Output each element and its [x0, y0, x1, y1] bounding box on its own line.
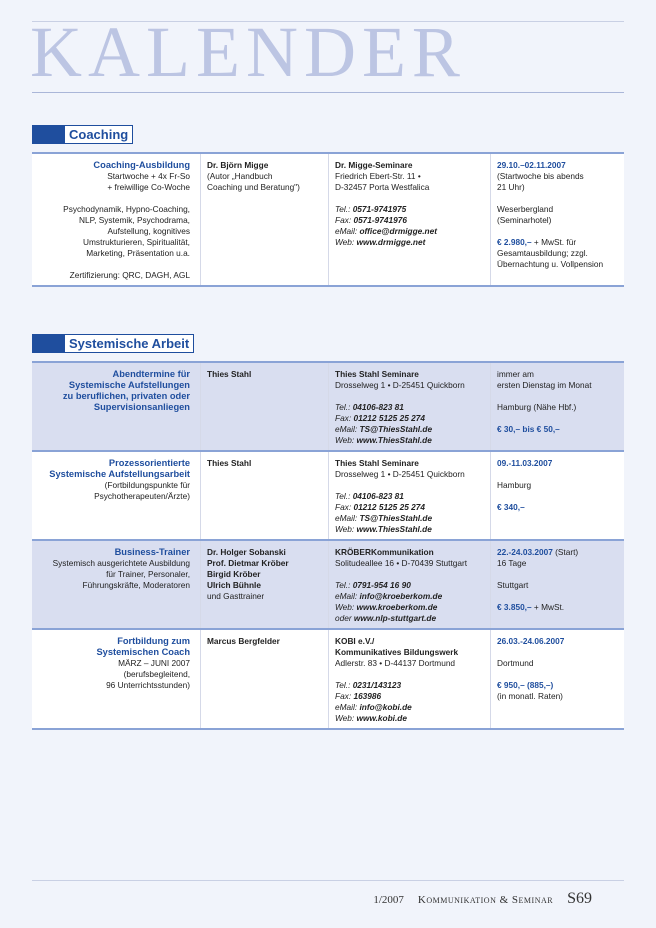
spacer: [497, 569, 618, 580]
event-price: [497, 680, 618, 691]
contact-line: [335, 491, 484, 502]
price-value: € 30,– bis € 50,–: [497, 424, 560, 434]
course-detail: für Trainer, Personaler,: [106, 569, 190, 579]
event-detail: Dortmund: [497, 658, 534, 668]
price-detail: Übernachtung u. Vollpension: [497, 259, 604, 269]
contact-line: [335, 424, 484, 435]
course-title: Coaching-Ausbildung: [93, 160, 190, 170]
trainer-name: Thies Stahl: [207, 458, 252, 468]
organizer-address: Drosselweg 1 • D-25451 Quickborn: [335, 380, 465, 390]
event-date: [497, 636, 618, 647]
event-price: [497, 424, 618, 435]
contact-line: [335, 226, 484, 237]
date-cell: [490, 363, 624, 450]
section-heading-coaching: [32, 125, 133, 144]
spacer: [497, 413, 618, 424]
footer-page-number: S69: [567, 890, 592, 907]
event-detail: Weserbergland: [497, 204, 554, 214]
table-row: [32, 154, 624, 287]
section-marker: [32, 334, 64, 353]
course-title: Systemische Aufstellungsarbeit: [49, 469, 190, 479]
event-detail: immer am: [497, 369, 534, 379]
organizer-name: KRÖBERKommunikation: [335, 547, 434, 557]
section-title: Coaching: [64, 125, 133, 144]
contact-value: www.nlp-stuttgart.de: [353, 613, 437, 623]
contact-line: [335, 215, 484, 226]
contact-label: Web:: [335, 524, 355, 534]
organizer-cell: [328, 154, 490, 285]
organizer-cell: [328, 541, 490, 628]
event-detail: ersten Dienstag im Monat: [497, 380, 592, 390]
organizer-name: Dr. Migge-Seminare: [335, 160, 413, 170]
contact-label: Web:: [335, 237, 355, 247]
contact-value: 01212 5125 25 274: [353, 413, 425, 423]
contact-value: www.ThiesStahl.de: [356, 435, 432, 445]
contact-value: office@drmigge.net: [359, 226, 438, 236]
date-cell: [490, 630, 624, 728]
systemische-table: [32, 361, 624, 730]
event-date-value: 26.03.-24.06.2007: [497, 636, 565, 646]
coaching-table: [32, 152, 624, 287]
contact-line: [335, 435, 484, 446]
contact-label: Tel.:: [335, 491, 351, 501]
section-heading-systemische: [32, 334, 194, 353]
contact-label: eMail:: [335, 513, 358, 523]
trainer-name: Thies Stahl: [207, 369, 252, 379]
event-date-value: 22.-24.03.2007: [497, 547, 553, 557]
contact-label: eMail:: [335, 591, 358, 601]
contact-label: Tel.:: [335, 580, 351, 590]
organizer-name: KOBI e.V./: [335, 636, 375, 646]
price-suffix: + MwSt. für: [531, 237, 577, 247]
organizer-name: Thies Stahl Seminare: [335, 458, 419, 468]
course-title: Abendtermine für: [112, 369, 190, 379]
spacer: [497, 469, 618, 480]
trainer-detail: (Autor „Handbuch: [207, 171, 273, 181]
event-detail: Hamburg: [497, 480, 532, 490]
masthead-title: KALENDER: [30, 12, 466, 92]
contact-value: 0791-954 16 90: [352, 580, 411, 590]
course-detail: Führungskräfte, Moderatoren: [82, 580, 190, 590]
contact-line: [335, 413, 484, 424]
course-cell: [32, 154, 200, 285]
event-date-value: 09.-11.03.2007: [497, 458, 553, 468]
contact-line: [335, 691, 484, 702]
course-detail: (berufsbegleitend,: [123, 669, 190, 679]
contact-line: [335, 602, 484, 613]
course-detail: Startwoche + 4x Fr-So: [107, 171, 190, 181]
course-title: Business-Trainer: [114, 547, 190, 557]
contact-line: [335, 680, 484, 691]
contact-line: [335, 237, 484, 248]
contact-label: Tel.:: [335, 402, 351, 412]
event-detail: Hamburg (Nähe Hbf.): [497, 402, 577, 412]
organizer-address: D-32457 Porta Westfalica: [335, 182, 430, 192]
spacer: [497, 226, 618, 237]
event-detail: 16 Tage: [497, 558, 527, 568]
trainer-cell: [200, 630, 328, 728]
contact-value: www.kobi.de: [356, 713, 407, 723]
contact-label: Fax:: [335, 691, 352, 701]
contact-line: [335, 613, 484, 624]
contact-value: www.kroeberkom.de: [356, 602, 438, 612]
course-title: Supervisionsanliegen: [93, 402, 190, 412]
spacer: [497, 391, 618, 402]
contact-line: [335, 580, 484, 591]
price-value: € 950,– (885,–): [497, 680, 554, 690]
course-title: zu beruflichen, privaten oder: [62, 391, 190, 401]
course-detail: Psychotherapeuten/Ärzte): [94, 491, 190, 501]
contact-line: [335, 702, 484, 713]
contact-label: Web:: [335, 713, 355, 723]
contact-value: TS@ThiesStahl.de: [359, 513, 433, 523]
event-detail: (Startwoche bis abends: [497, 171, 584, 181]
event-date: [497, 160, 618, 171]
contact-label: eMail:: [335, 702, 358, 712]
trainer-cell: [200, 452, 328, 539]
contact-label: eMail:: [335, 424, 358, 434]
event-date-value: 29.10.–02.11.2007: [497, 160, 566, 170]
spacer: [335, 391, 484, 402]
contact-line: [335, 591, 484, 602]
price-value: € 2.980,–: [497, 237, 532, 247]
organizer-address: Solitudeallee 16 • D-70439 Stuttgart: [335, 558, 468, 568]
spacer: [497, 669, 618, 680]
contact-label: Fax:: [335, 215, 352, 225]
table-row: [32, 363, 624, 452]
trainer-detail: und Gasttrainer: [207, 591, 265, 601]
contact-value: 0571-9741976: [353, 215, 407, 225]
organizer-cell: [328, 363, 490, 450]
event-price: [497, 502, 618, 513]
table-row: [32, 541, 624, 630]
course-title: Systemische Aufstellungen: [68, 380, 190, 390]
trainer-name: Marcus Bergfelder: [207, 636, 280, 646]
organizer-address: Friedrich Ebert-Str. 11 •: [335, 171, 421, 181]
price-detail: (in monatl. Raten): [497, 691, 563, 701]
contact-label: Fax:: [335, 413, 352, 423]
contact-line: [335, 204, 484, 215]
trainer-name: Birgid Kröber: [207, 569, 261, 579]
course-detail: + freiwillige Co-Woche: [107, 182, 190, 192]
contact-label: Tel.:: [335, 680, 351, 690]
contact-label: Web:: [335, 435, 355, 445]
spacer: [335, 480, 484, 491]
course-cell: [32, 541, 200, 628]
trainer-name: Ulrich Bühnle: [207, 580, 261, 590]
spacer: [335, 193, 484, 204]
course-title: Systemischen Coach: [96, 647, 190, 657]
event-date: [497, 547, 618, 558]
course-title: Prozessorientierte: [108, 458, 190, 468]
footer-issue: 1/2007: [373, 894, 404, 906]
contact-label: eMail:: [335, 226, 358, 236]
table-row: [32, 630, 624, 730]
date-cell: [490, 154, 624, 285]
contact-line: [335, 402, 484, 413]
course-detail: Marketing, Präsentation u.a.: [86, 248, 190, 258]
course-detail: NLP, Systemik, Psychodrama,: [79, 215, 190, 225]
spacer: [497, 491, 618, 502]
trainer-cell: [200, 154, 328, 285]
event-date-suffix: (Start): [552, 547, 579, 557]
contact-value: 04106-823 81: [352, 402, 404, 412]
masthead-rule: [32, 92, 624, 93]
contact-label: Tel.:: [335, 204, 351, 214]
contact-value: 04106-823 81: [352, 491, 404, 501]
course-cell: [32, 363, 200, 450]
contact-value: 0571-9741975: [352, 204, 407, 214]
spacer: [335, 669, 484, 680]
course-detail: Umstrukturieren, Spiritualität,: [83, 237, 190, 247]
spacer: [497, 591, 618, 602]
date-cell: [490, 541, 624, 628]
date-cell: [490, 452, 624, 539]
spacer: [335, 569, 484, 580]
organizer-address: Adlerstr. 83 • D-44137 Dortmund: [335, 658, 456, 668]
contact-line: [335, 713, 484, 724]
organizer-cell: [328, 630, 490, 728]
trainer-name: Dr. Holger Sobanski: [207, 547, 286, 557]
organizer-cell: [328, 452, 490, 539]
contact-value: www.drmigge.net: [356, 237, 426, 247]
course-detail: Systemisch ausgerichtete Ausbildung: [52, 558, 190, 568]
trainer-detail: Coaching und Beratung"): [207, 182, 300, 192]
contact-label: oder: [335, 613, 352, 623]
contact-value: www.ThiesStahl.de: [356, 524, 432, 534]
course-detail: Zertifizierung: QRC, DAGH, AGL: [69, 270, 190, 280]
spacer: [38, 193, 190, 204]
trainer-cell: [200, 363, 328, 450]
footer-publication: Kommunikation & Seminar: [417, 894, 554, 906]
contact-value: 0231/143123: [352, 680, 402, 690]
page-footer: [373, 890, 592, 908]
trainer-name: Dr. Björn Migge: [207, 160, 269, 170]
price-value: € 340,–: [497, 502, 525, 512]
organizer-name: Kommunikatives Bildungswerk: [335, 647, 459, 657]
event-price: [497, 237, 618, 248]
price-suffix: + MwSt.: [531, 602, 565, 612]
event-detail: 21 Uhr): [497, 182, 525, 192]
event-date: [497, 458, 618, 469]
course-detail: Aufstellung, kognitives: [107, 226, 190, 236]
contact-label: Fax:: [335, 502, 352, 512]
section-marker: [32, 125, 64, 144]
contact-value: info@kobi.de: [359, 702, 412, 712]
course-title: Fortbildung zum: [117, 636, 190, 646]
contact-line: [335, 524, 484, 535]
contact-line: [335, 502, 484, 513]
event-detail: Stuttgart: [497, 580, 529, 590]
event-detail: (Seminarhotel): [497, 215, 552, 225]
contact-line: [335, 513, 484, 524]
course-detail: Psychodynamik, Hypno-Coaching,: [63, 204, 190, 214]
contact-value: TS@ThiesStahl.de: [359, 424, 433, 434]
price-value: € 3.850,–: [497, 602, 532, 612]
contact-label: Web:: [335, 602, 355, 612]
course-detail: (Fortbildungspunkte für: [104, 480, 190, 490]
event-price: [497, 602, 618, 613]
organizer-name: Thies Stahl Seminare: [335, 369, 419, 379]
spacer: [497, 193, 618, 204]
contact-value: info@kroeberkom.de: [359, 591, 443, 601]
course-detail: MÄRZ – JUNI 2007: [118, 658, 190, 668]
organizer-address: Drosselweg 1 • D-25451 Quickborn: [335, 469, 465, 479]
contact-value: 163986: [353, 691, 382, 701]
trainer-name: Prof. Dietmar Kröber: [207, 558, 289, 568]
trainer-cell: [200, 541, 328, 628]
course-detail: 96 Unterrichtsstunden): [106, 680, 190, 690]
course-cell: [32, 452, 200, 539]
contact-value: 01212 5125 25 274: [353, 502, 425, 512]
spacer: [497, 647, 618, 658]
spacer: [38, 259, 190, 270]
footer-rule: [32, 880, 624, 881]
price-detail: Gesamtausbildung; zzgl.: [497, 248, 588, 258]
section-title: Systemische Arbeit: [64, 334, 194, 353]
course-cell: [32, 630, 200, 728]
table-row: [32, 452, 624, 541]
